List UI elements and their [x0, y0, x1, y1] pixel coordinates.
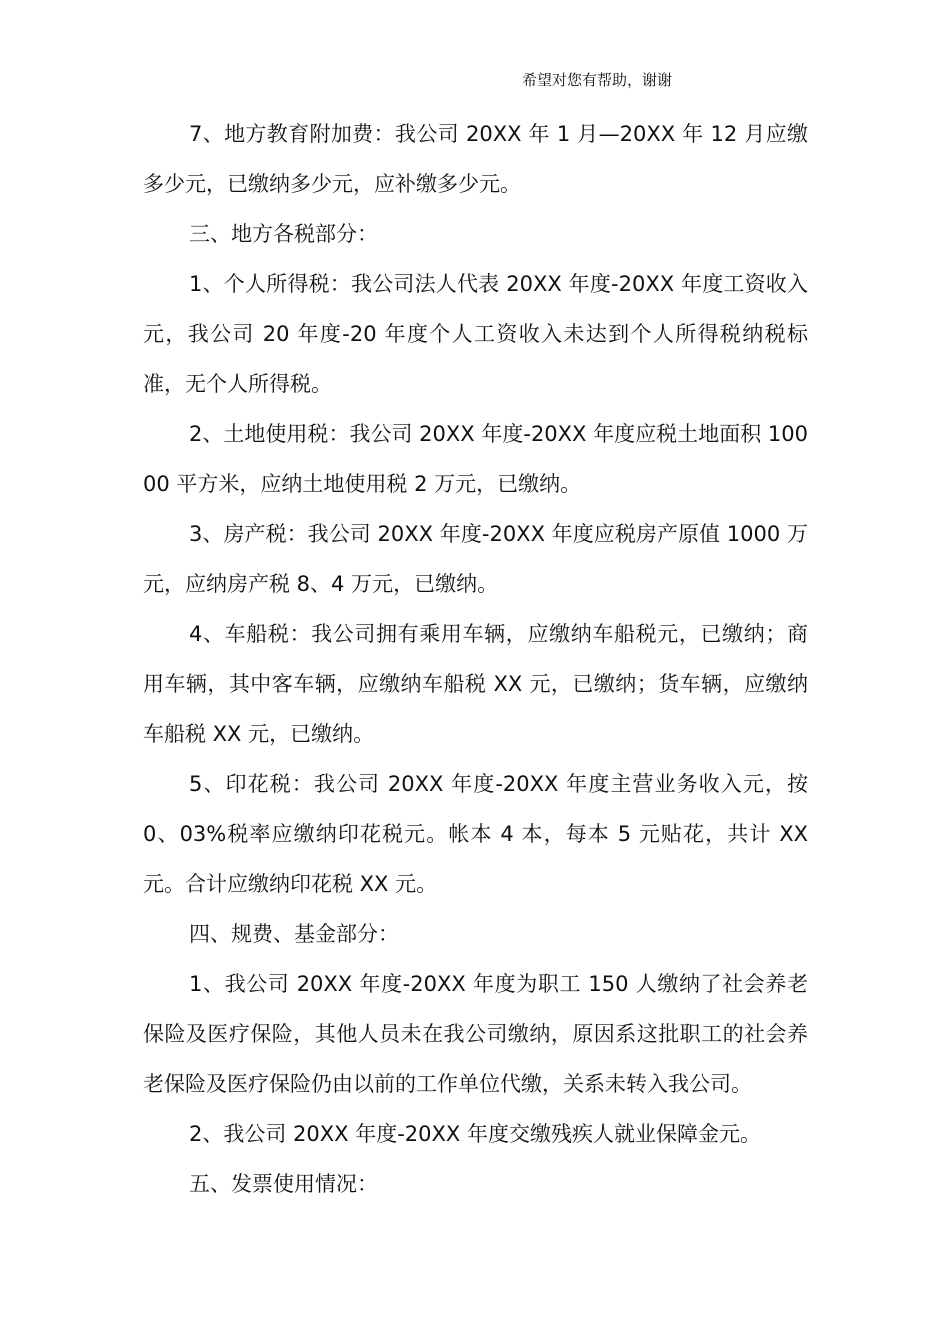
- section-heading-local-taxes: 三、地方各税部分：: [189, 222, 378, 246]
- paragraph-stamp-tax: 5、印花税：我公司 20XX 年度-20XX 年度主营业务收入元，按 0、03%税率应缴纳印花税元。帐本 4 本，每本 5 元贴花，共计 XX 元。合计应缴纳印花税 XX 元。: [143, 772, 808, 896]
- paragraph-land-use-tax: 2、土地使用税：我公司 20XX 年度-20XX 年度应税土地面积 10000 平方米，应纳土地使用税 2 万元，已缴纳。: [143, 422, 808, 496]
- document-body: [143, 109, 808, 1209]
- section-heading-invoice-usage: 五、发票使用情况：: [189, 1172, 378, 1196]
- paragraph-property-tax: 3、房产税：我公司 20XX 年度-20XX 年度应税房产原值 1000 万元，应纳房产税 8、4 万元，已缴纳。: [143, 522, 808, 596]
- paragraph-social-insurance: 1、我公司 20XX 年度-20XX 年度为职工 150 人缴纳了社会养老保险及医疗保险，其他人员未在我公司缴纳，原因系这批职工的社会养老保险及医疗保险仍由以前的工作单位代缴，关系未转入我公司。: [143, 972, 808, 1096]
- paragraph-disability-fund: 2、我公司 20XX 年度-20XX 年度交缴残疾人就业保障金元。: [189, 1122, 761, 1146]
- section-heading-fees-funds: 四、规费、基金部分：: [189, 922, 399, 946]
- page-header: 希望对您有帮助，谢谢: [522, 71, 673, 89]
- paragraph-education-surcharge: 7、地方教育附加费：我公司 20XX 年 1 月—20XX 年 12 月应缴多少元，已缴纳多少元，应补缴多少元。: [143, 122, 808, 196]
- paragraph-vehicle-tax: 4、车船税：我公司拥有乘用车辆，应缴纳车船税元，已缴纳；商用车辆，其中客车辆，应缴纳车船税 XX 元，已缴纳；货车辆，应缴纳车船税 XX 元，已缴纳。: [143, 622, 808, 746]
- paragraph-personal-income-tax: 1、个人所得税：我公司法人代表 20XX 年度-20XX 年度工资收入元，我公司 20 年度-20 年度个人工资收入未达到个人所得税纳税标准，无个人所得税。: [143, 272, 808, 396]
